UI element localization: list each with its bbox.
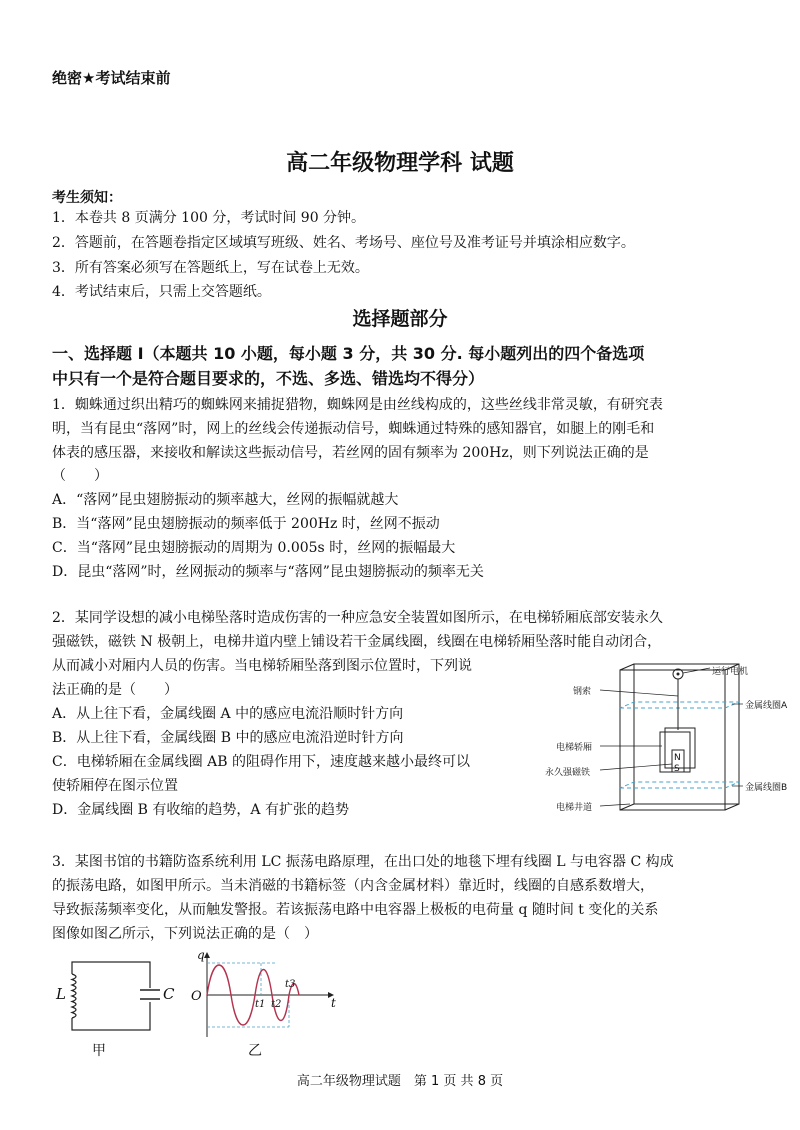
figure-b-caption: 乙 xyxy=(248,1043,262,1059)
q1-stem: （ ） xyxy=(52,468,108,484)
q-axis-label: q xyxy=(197,948,205,962)
label-magnet: 永久强磁铁 xyxy=(545,768,591,778)
capacitor-label: C xyxy=(163,985,175,1003)
notice-item: 4．考试结束后，只需上交答题纸。 xyxy=(52,284,271,300)
magnet-n-label: N xyxy=(674,753,681,763)
label-car: 电梯轿厢 xyxy=(556,743,593,753)
q3-stem: 3．某图书馆的书籍防盗系统利用 LC 振荡电路原理，在出口处的地毯下埋有线圈 L 与电容器 C 构成 xyxy=(52,854,674,870)
label-shaft: 电梯井道 xyxy=(556,803,593,813)
section-title: 选择题部分 xyxy=(352,308,448,330)
figure-a-caption: 甲 xyxy=(92,1043,106,1059)
label-motor: 运行电机 xyxy=(712,667,749,677)
t2-label: t2 xyxy=(271,999,282,1010)
q2-stem: 从而减小对厢内人员的伤害。当电梯轿厢坠落到图示位置时，下列说 xyxy=(52,658,472,674)
q1-option-a: A．“落网”昆虫翅膀振动的频率越大，丝网的振幅就越大 xyxy=(52,492,399,508)
q3-stem: 导致振荡频率变化，从而触发警报。若该振荡电路中电容器上极板的电荷量 q 随时间 t 变化的关系 xyxy=(52,902,659,918)
q2-stem: 法正确的是（ ） xyxy=(52,682,178,698)
t-axis-label: t xyxy=(331,996,336,1010)
q1-stem: 1．蜘蛛通过织出精巧的蜘蛛网来捕捉猎物，蜘蛛网是由丝线构成的，这些丝线非常灵敏，有研究表 xyxy=(52,397,663,413)
page-title: 高二年级物理学科 试题 xyxy=(286,151,514,176)
notice-item: 3．所有答案必须写在答题纸上，写在试卷上无效。 xyxy=(52,260,369,276)
part-heading: 一、选择题 I（本题共 10 小题，每小题 3 分，共 30 分. 每小题列出的四个备选项 xyxy=(52,344,645,363)
inductor-label: L xyxy=(56,985,66,1003)
origin-label: O xyxy=(191,989,202,1004)
page-footer: 高二年级物理试题 第 1 页 共 8 页 xyxy=(296,1074,504,1089)
q3-stem: 图像如图乙所示，下列说法正确的是（ ） xyxy=(52,926,318,942)
q-t-graph xyxy=(185,945,345,1045)
shaft-back xyxy=(634,664,739,804)
t1-label: t1 xyxy=(255,999,266,1010)
q2-option-a: A．从上往下看，金属线圈 A 中的感应电流沿顺时针方向 xyxy=(52,706,404,722)
confidential-mark: 绝密★考试结束前 xyxy=(52,69,171,87)
label-cable: 钢索 xyxy=(573,687,592,697)
q2-option-c: C．电梯轿厢在金属线圈 AB 的阻碍作用下，速度越来越小最终可以 xyxy=(52,754,471,770)
shaft-front xyxy=(620,670,725,810)
coil-b xyxy=(620,782,739,788)
lc-circuit-diagram xyxy=(50,950,180,1050)
q3-stem: 的振荡电路，如图甲所示。当未消磁的书籍标签（内含金属材料）靠近时，线圈的自感系数增大， xyxy=(52,878,654,894)
q2-option-b: B．从上往下看，金属线圈 B 中的感应电流沿逆时针方向 xyxy=(52,730,404,746)
q2-stem: 2．某同学设想的减小电梯坠落时造成伤害的一种应急安全装置如图所示，在电梯轿厢底部安装永久 xyxy=(52,610,663,626)
q2-option-d: D．金属线圈 B 有收缩的趋势，A 有扩张的趋势 xyxy=(52,802,349,818)
notice-item: 2．答题前，在答题卷指定区域填写班级、姓名、考场号、座位号及准考证号并填涂相应数字。 xyxy=(52,235,635,251)
label-coil-a: 金属线圈A xyxy=(745,701,788,711)
magnet-s-label: S xyxy=(674,764,680,774)
q1-option-d: D．昆虫“落网”时，丝网振动的频率与“落网”昆虫翅膀振动的频率无关 xyxy=(52,564,484,580)
q1-option-b: B．当“落网”昆虫翅膀振动的频率低于 200Hz 时，丝网不振动 xyxy=(52,516,440,532)
coil-a xyxy=(620,702,739,708)
notice-title: 考生须知： xyxy=(52,190,122,206)
part-heading: 中只有一个是符合题目要求的，不选、多选、错选均不得分） xyxy=(52,369,485,388)
q1-stem: 体表的感压器，来接收和解读这些振动信号，若丝网的固有频率为 200Hz，则下列说法正确的是 xyxy=(52,445,649,461)
q2-stem: 强磁铁，磁铁 N 极朝上，电梯井道内壁上铺设若干金属线圈，线圈在电梯轿厢坠落时能自动闭合， xyxy=(52,634,662,650)
t3-label: t3 xyxy=(285,979,296,990)
q1-stem: 明，当有昆虫“落网”时，网上的丝线会传递振动信号，蜘蛛通过特殊的感知器官，如腿上的刚毛和 xyxy=(52,421,655,437)
q2-option-c-cont: 使轿厢停在图示位置 xyxy=(52,778,178,794)
notice-item: 1．本卷共 8 页满分 100 分，考试时间 90 分钟。 xyxy=(52,210,366,226)
q1-option-c: C．当“落网”昆虫翅膀振动的周期为 0.005s 时，丝网的振幅最大 xyxy=(52,540,456,556)
label-coil-b: 金属线圈B xyxy=(745,783,788,793)
